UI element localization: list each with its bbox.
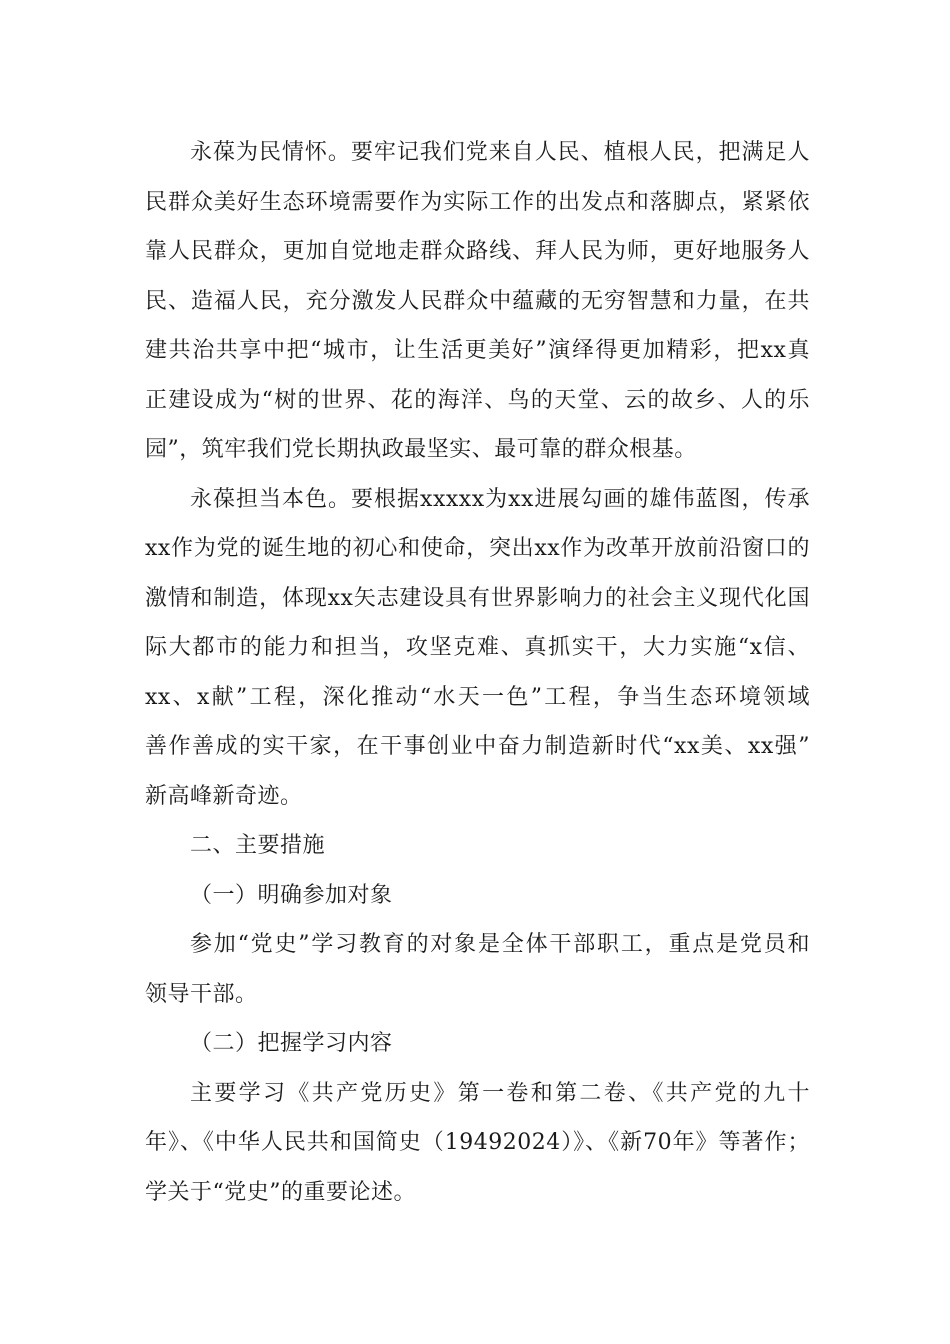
document-body xyxy=(145,128,810,1217)
text-line: 学关于“党史”的重要论述。 xyxy=(145,1179,416,1205)
text-line: （一）明确参加对象 xyxy=(190,882,393,908)
text-line: 年》、《中华人民共和国简史（19492024）》、《新70年》等著作； xyxy=(145,1130,810,1155)
text-line: 二、主要措施 xyxy=(190,833,326,858)
text-line: 参加“党史”学习教育的对象是全体干部职工，重点是党员和 xyxy=(190,932,810,957)
text-line: 善作善成的实干家，在干事创业中奋力制造新时代“xx美、xx强” xyxy=(145,734,810,759)
text-line: xx、x献”工程，深化推动“水天一色”工程，争当生态环境领域 xyxy=(145,684,810,710)
text-line: 靠人民群众，更加自觉地走群众路线、拜人民为师，更好地服务人 xyxy=(145,239,810,264)
text-line: 新高峰新奇迹。 xyxy=(145,783,303,809)
text-line: 永葆为民情怀。要牢记我们党来自人民、植根人民，把满足人 xyxy=(190,140,810,165)
text-line: 民、造福人民，充分激发人民群众中蕴藏的无穷智慧和力量，在共 xyxy=(145,288,810,314)
text-line: 主要学习《共产党历史》第一卷和第二卷、《共产党的九十 xyxy=(190,1080,810,1106)
text-line: 领导干部。 xyxy=(145,981,258,1007)
text-line: （二）把握学习内容 xyxy=(190,1031,393,1056)
text-line: 永葆担当本色。要根据xxxxx为xx进展勾画的雄伟蓝图，传承 xyxy=(190,486,810,512)
text-line: 激情和制造，体现xx矢志建设具有世界影响力的社会主义现代化国 xyxy=(145,585,810,611)
text-line: 建共治共享中把“城市，让生活更美好”演绎得更加精彩，把xx真 xyxy=(145,338,810,363)
text-line: 正建设成为“树的世界、花的海洋、鸟的天堂、云的故乡、人的乐 xyxy=(145,387,810,413)
text-line: xx作为党的诞生地的初心和使命，突出xx作为改革开放前沿窗口的 xyxy=(145,536,810,561)
text-line: 际大都市的能力和担当，攻坚克难、真抓实干，大力实施“x信、 xyxy=(145,635,810,660)
text-line: 民群众美好生态环境需要作为实际工作的出发点和落脚点，紧紧依 xyxy=(145,189,810,215)
text-line: 园”，筑牢我们党长期执政最坚实、最可靠的群众根基。 xyxy=(145,437,697,462)
